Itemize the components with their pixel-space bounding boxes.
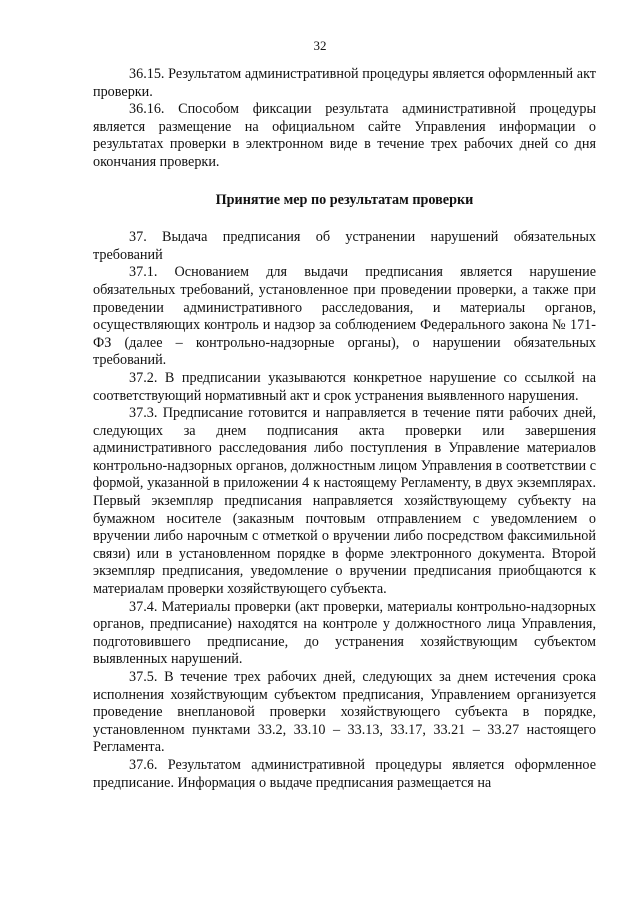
document-body: [93, 66, 596, 792]
paragraph-36-16: 36.16. Способом фиксации результата административной процедуры является размещение на официальном сайте Управления информации о результатах проверки в электронном виде в течение трех рабочих дней со дня окончания проверки.: [93, 101, 596, 170]
section-heading: Принятие мер по результатам проверки: [215, 191, 474, 208]
paragraph-37-4: 37.4. Материалы проверки (акт проверки, материалы контрольно-надзорных органов, предписание) находятся на контроле у должностного лица Управления, подготовившего предписание, до устранения хозяйствующим субъектом выявленных нарушений.: [93, 598, 596, 668]
paragraph-37-6: 37.6. Результатом административной процедуры является оформленное предписание. Информация о выдаче предписания размещается на: [93, 756, 596, 791]
paragraph-36-15: 36.15. Результатом административной процедуры является оформленный акт проверки.: [93, 66, 596, 100]
paragraph-37-1: 37.1. Основанием для выдачи предписания является нарушение обязательных требований, установленное при проведении проверки, а также при проведении административного расследования, и материалы органов, осуществляющих контроль и надзор за соблюдением Федерального закона № 171-ФЗ (далее – контрольно-надзорные органы), о нарушении обязательных требований.: [93, 264, 596, 369]
paragraph-37-2: 37.2. В предписании указываются конкретное нарушение со ссылкой на соответствующий нормативный акт и срок устранения выявленного нарушения.: [93, 369, 596, 404]
page-number: 32: [313, 38, 327, 53]
paragraph-37: 37. Выдача предписания об устранении нарушений обязательных требований: [93, 229, 596, 263]
paragraph-37-5: 37.5. В течение трех рабочих дней, следующих за днем истечения срока исполнения хозяйствующим субъектом предписания, Управлением организуется проведение внеплановой проверки хозяйствующего субъекта в порядке, установленном пунктами 33.2, 33.10 – 33.13, 33.17, 33.21 – 33.27 настоящего Регламента.: [93, 669, 596, 756]
paragraph-37-3: 37.3. Предписание готовится и направляется в течение пяти рабочих дней, следующих за днем подписания акта проверки или завершения административного расследования либо поступления в Управление материалов контрольно-надзорных органов, должностным лицом Управления в соответствии с формой, указанной в приложении 4 к настоящему Регламенту, в двух экземплярах. Первый экземпляр предписания направляется хозяйствующему субъекту на бумажном носителе (заказным почтовым отправлением с уведомлением о вручении либо нарочным с отметкой о вручении либо посредством факсимильной связи) или в установленном порядке в форме электронного документа. Второй экземпляр предписания, уведомление о вручении предписания приобщаются к материалам проверки хозяйствующего субъекта.: [93, 405, 596, 598]
